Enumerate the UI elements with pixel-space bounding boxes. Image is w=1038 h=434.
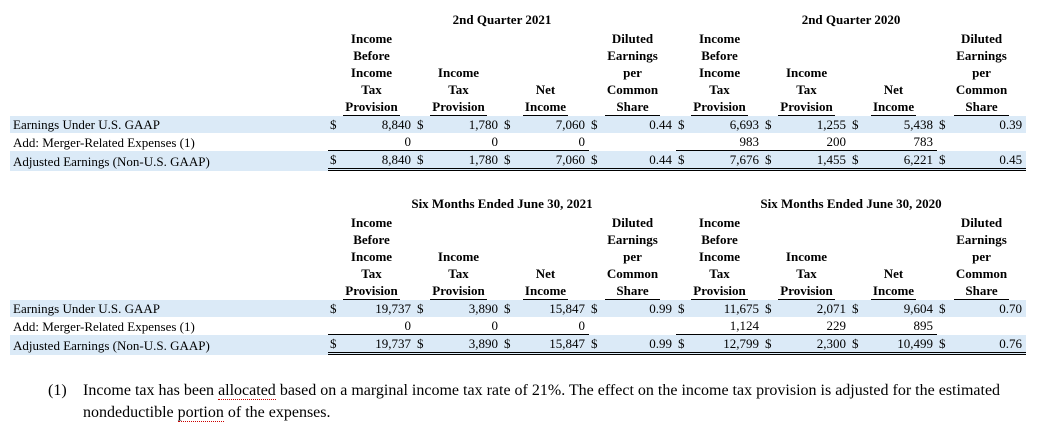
currency-symbol: $ (417, 301, 424, 316)
currency-symbol: $ (504, 336, 511, 351)
currency-symbol: $ (852, 301, 859, 316)
currency-symbol: $ (852, 336, 859, 351)
period-header-q2-2021: 2nd Quarter 2021 (452, 12, 552, 27)
value-cell (328, 300, 415, 317)
cell-value: 983 (739, 134, 760, 149)
footnote-text-part: based on a marginal income tax rate of 21%. The effect on the income tax provision is adjusted for the estimated nondeductible (83, 382, 1001, 421)
row-label: Adjusted Earnings (Non-U.S. GAAP) (10, 335, 328, 355)
currency-symbol: $ (504, 117, 511, 132)
value-cell (328, 116, 415, 133)
value-cell (937, 335, 1026, 355)
cell-value: 12,799 (723, 336, 760, 351)
currency-symbol: $ (330, 152, 337, 167)
cell-value: 0.70 (999, 301, 1023, 316)
value-cell (589, 335, 676, 355)
cell-value: 0 (491, 318, 498, 333)
currency-symbol: $ (330, 301, 337, 316)
cell-value: 15,847 (549, 336, 585, 351)
cell-value: 19,737 (375, 301, 411, 316)
col-header-income-tax-provision: Income Tax Provision (432, 249, 485, 298)
col-header-income-before-tax: Income Before Income Tax Provision (345, 31, 398, 114)
col-header-net-income: Net Income (872, 82, 915, 114)
footnote-highlighted-word: allocated (218, 382, 276, 399)
col-header-net-income: Net Income (524, 82, 567, 114)
cell-value: 8,840 (381, 117, 411, 132)
col-header-income-before-tax: Income Before Income Tax Provision (345, 215, 398, 298)
col-header-diluted-eps: Diluted Earnings per Common Share (955, 215, 1008, 298)
row-label: Add: Merger-Related Expenses (1) (13, 318, 195, 334)
value-cell (676, 300, 763, 317)
footnote-highlighted-word: portion (177, 404, 224, 421)
row-label: Earnings Under U.S. GAAP (10, 116, 328, 133)
period-header-6m-2020: Six Months Ended June 30, 2020 (760, 196, 942, 211)
value-cell (589, 151, 676, 171)
footnote-text-part: of the expenses. (223, 404, 331, 421)
value-cell (589, 133, 676, 151)
currency-symbol: $ (765, 117, 772, 132)
value-cell (850, 116, 937, 133)
row-merger-expenses (10, 133, 1026, 151)
cell-value: 229 (826, 318, 847, 333)
currency-symbol: $ (678, 152, 685, 167)
column-headers (10, 30, 1026, 116)
currency-symbol: $ (330, 336, 337, 351)
row-adjusted-earnings (10, 151, 1026, 171)
col-header-net-income: Net Income (872, 266, 915, 298)
quarter-table (10, 10, 1026, 171)
value-cell (502, 133, 589, 151)
cell-value: 2,300 (816, 336, 847, 351)
cell-value: 1,124 (729, 318, 760, 333)
value-cell (763, 335, 850, 355)
currency-symbol: $ (417, 152, 424, 167)
footnote (48, 380, 1028, 424)
cell-value: 0.39 (999, 117, 1023, 132)
currency-symbol: $ (939, 117, 946, 132)
currency-symbol: $ (330, 117, 337, 132)
value-cell (502, 317, 589, 335)
value-cell (850, 317, 937, 335)
value-cell (937, 116, 1026, 133)
value-cell (763, 133, 850, 151)
row-merger-expenses (10, 317, 1026, 335)
cell-value: 0 (578, 134, 585, 149)
value-cell (589, 300, 676, 317)
value-cell (763, 116, 850, 133)
value-cell (850, 151, 937, 171)
cell-value: 1,255 (816, 117, 847, 132)
value-cell (502, 116, 589, 133)
currency-symbol: $ (591, 117, 598, 132)
currency-symbol: $ (765, 152, 772, 167)
value-cell (676, 151, 763, 171)
cell-value: 0.44 (649, 152, 673, 167)
currency-symbol: $ (765, 301, 772, 316)
cell-value: 1,455 (816, 152, 847, 167)
cell-value: 1,780 (468, 117, 498, 132)
value-cell (415, 116, 502, 133)
period-header-q2-2020: 2nd Quarter 2020 (801, 12, 901, 27)
currency-symbol: $ (678, 117, 685, 132)
value-cell (937, 317, 1026, 335)
value-cell (328, 151, 415, 171)
cell-value: 0 (578, 318, 585, 333)
currency-symbol: $ (591, 152, 598, 167)
col-header-income-before-tax: Income Before Income Tax Provision (693, 215, 746, 298)
cell-value: 0.99 (649, 301, 673, 316)
cell-value: 783 (913, 134, 934, 149)
cell-value: 7,060 (555, 152, 585, 167)
currency-symbol: $ (852, 117, 859, 132)
value-cell (676, 335, 763, 355)
col-header-income-before-tax: Income Before Income Tax Provision (693, 31, 746, 114)
footnote-text (83, 380, 1028, 424)
value-cell (415, 151, 502, 171)
cell-value: 15,847 (549, 301, 585, 316)
cell-value: 3,890 (468, 301, 498, 316)
currency-symbol: $ (417, 336, 424, 351)
currency-symbol: $ (939, 336, 946, 351)
currency-symbol: $ (678, 301, 685, 316)
value-cell (589, 116, 676, 133)
value-cell (328, 317, 415, 335)
footnote-mark: (1) (48, 382, 67, 399)
value-cell (415, 317, 502, 335)
six-months-table (10, 194, 1026, 355)
col-header-net-income: Net Income (524, 266, 567, 298)
currency-symbol: $ (852, 152, 859, 167)
row-earnings-gaap (10, 300, 1026, 317)
currency-symbol: $ (939, 301, 946, 316)
value-cell (502, 151, 589, 171)
value-cell (415, 300, 502, 317)
row-label: Add: Merger-Related Expenses (1) (13, 134, 195, 150)
period-header-6m-2021: Six Months Ended June 30, 2021 (411, 196, 593, 211)
value-cell (763, 317, 850, 335)
cell-value: 0 (404, 318, 411, 333)
column-headers (10, 214, 1026, 300)
value-cell (502, 300, 589, 317)
col-header-income-tax-provision: Income Tax Provision (780, 249, 833, 298)
col-header-income-tax-provision: Income Tax Provision (432, 65, 485, 114)
cell-value: 1,780 (468, 152, 498, 167)
currency-symbol: $ (678, 336, 685, 351)
value-cell (850, 133, 937, 151)
value-cell (415, 133, 502, 151)
cell-value: 7,060 (555, 117, 585, 132)
col-header-diluted-eps: Diluted Earnings per Common Share (606, 215, 659, 298)
cell-value: 3,890 (468, 336, 498, 351)
value-cell (763, 300, 850, 317)
col-header-income-tax-provision: Income Tax Provision (780, 65, 833, 114)
currency-symbol: $ (765, 336, 772, 351)
cell-value: 10,499 (897, 336, 934, 351)
value-cell (937, 133, 1026, 151)
cell-value: 0.76 (999, 336, 1023, 351)
cell-value: 0.99 (649, 336, 673, 351)
currency-symbol: $ (591, 336, 598, 351)
cell-value: 0 (491, 134, 498, 149)
value-cell (850, 335, 937, 355)
cell-value: 895 (913, 318, 934, 333)
col-header-diluted-eps: Diluted Earnings per Common Share (606, 31, 659, 114)
cell-value: 19,737 (375, 336, 411, 351)
value-cell (328, 335, 415, 355)
value-cell (589, 317, 676, 335)
cell-value: 6,221 (903, 152, 934, 167)
value-cell (676, 116, 763, 133)
col-header-diluted-eps: Diluted Earnings per Common Share (955, 31, 1008, 114)
currency-symbol: $ (504, 152, 511, 167)
value-cell (937, 300, 1026, 317)
row-adjusted-earnings (10, 335, 1026, 355)
cell-value: 7,676 (729, 152, 760, 167)
cell-value: 5,438 (903, 117, 934, 132)
cell-value: 9,604 (903, 301, 934, 316)
value-cell (763, 151, 850, 171)
currency-symbol: $ (591, 301, 598, 316)
cell-value: 0.45 (999, 152, 1023, 167)
value-cell (937, 151, 1026, 171)
cell-value: 11,675 (723, 301, 760, 316)
currency-symbol: $ (504, 301, 511, 316)
row-earnings-gaap (10, 116, 1026, 133)
cell-value: 2,071 (816, 301, 847, 316)
cell-value: 200 (826, 134, 847, 149)
value-cell (415, 335, 502, 355)
value-cell (676, 133, 763, 151)
cell-value: 6,693 (729, 117, 760, 132)
value-cell (328, 133, 415, 151)
cell-value: 0.44 (649, 117, 673, 132)
currency-symbol: $ (939, 152, 946, 167)
row-label: Earnings Under U.S. GAAP (10, 300, 328, 317)
cell-value: 8,840 (381, 152, 411, 167)
value-cell (502, 335, 589, 355)
currency-symbol: $ (417, 117, 424, 132)
value-cell (850, 300, 937, 317)
footnote-text-part: Income tax has been (83, 382, 219, 399)
value-cell (676, 317, 763, 335)
row-label: Adjusted Earnings (Non-U.S. GAAP) (10, 151, 328, 171)
cell-value: 0 (404, 134, 411, 149)
